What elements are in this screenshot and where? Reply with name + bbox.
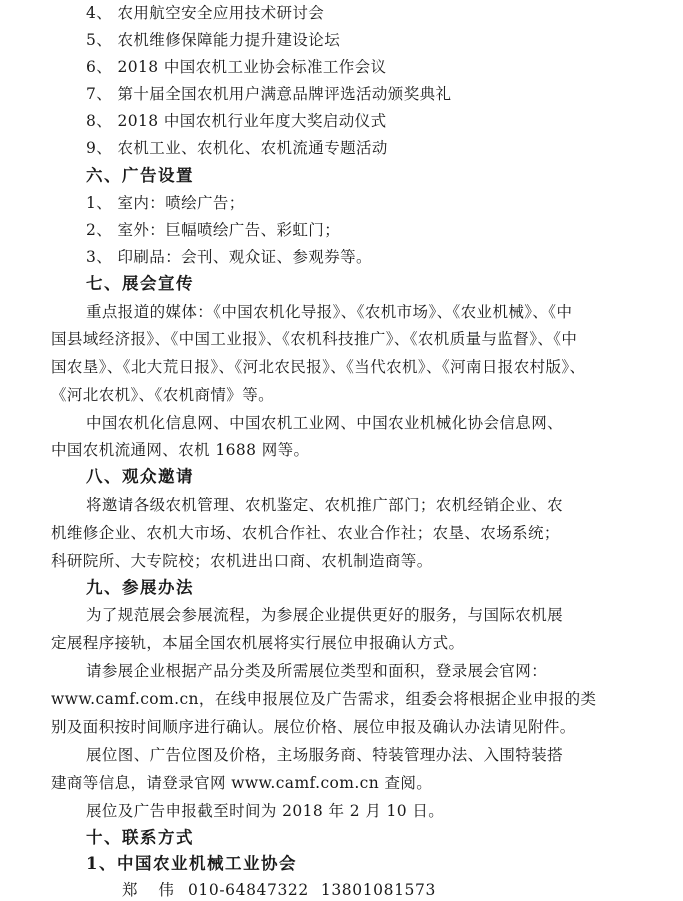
activity-item: 9、 农机工业、农机化、农机流通专题活动	[86, 139, 388, 157]
activity-item: 4、 农用航空安全应用技术研讨会	[86, 4, 325, 22]
media-line: 重点报道的媒体：《中国农机化导报》、《农机市场》、《农业机械》、《中	[86, 303, 573, 321]
section-heading-promotion: 七、展会宣传	[86, 274, 194, 293]
media-line: 《河北农机》、《农机商情》等。	[51, 386, 275, 404]
contact-name: 郑 伟	[122, 881, 182, 899]
audience-line: 将邀请各级农机管理、农机鉴定、农机推广部门；农机经销企业、农	[86, 496, 564, 514]
participation-line: 别及面积按时间顺序进行确认。展位价格、展位申报及确认办法请见附件。	[51, 718, 576, 736]
deadline-line: 展位及广告申报截至时间为 2018 年 2 月 10 日。	[86, 802, 445, 820]
activity-item: 7、 第十届全国农机用户满意品牌评选活动颁奖典礼	[86, 85, 452, 103]
audience-line: 机维修企业、农机大市场、农机合作社、农业合作社；农垦、农场系统；	[51, 524, 560, 542]
media-line: 国农垦》、《北大荒日报》、《河北农民报》、《当代农机》、《河南日报农村版》、	[51, 358, 586, 376]
web-line: 中国农机化信息网、中国农机工业网、中国农业机械化协会信息网、	[86, 414, 564, 432]
section-heading-ads: 六、广告设置	[86, 166, 194, 185]
participation-line: 请参展企业根据产品分类及所需展位类型和面积，登录展会官网：	[86, 662, 548, 680]
contact-org: 1、中国农业机械工业协会	[86, 854, 297, 873]
participation-line: 为了规范展会参展流程，为参展企业提供更好的服务，与国际农机展	[86, 606, 564, 624]
activity-item: 8、 2018 中国农机行业年度大奖启动仪式	[86, 112, 387, 130]
web-line: 中国农机流通网、农机 1688 网等。	[51, 441, 310, 459]
ad-item: 3、 印刷品：会刊、观众证、参观券等。	[86, 248, 372, 266]
ad-item: 2、 室外：巨幅喷绘广告、彩虹门；	[86, 221, 341, 239]
section-heading-contact: 十、联系方式	[86, 828, 194, 847]
media-line: 国县域经济报》、《中国工业报》、《农机科技推广》、《农机质量与监督》、《中	[51, 330, 578, 348]
contact-phone: 010-64847322	[187, 881, 309, 899]
participation-line: 建商等信息，请登录官网 www.camf.com.cn 查阅。	[51, 774, 433, 792]
participation-line: 定展程序接轨，本届全国农机展将实行展位申报确认方式。	[51, 634, 465, 652]
participation-line: 展位图、广告位图及价格，主场服务商、特装管理办法、入围特装搭	[86, 746, 564, 764]
activity-item: 5、 农机维修保障能力提升建设论坛	[86, 31, 341, 49]
activity-item: 6、 2018 中国农机工业协会标准工作会议	[86, 58, 387, 76]
participation-line: www.camf.com.cn，在线申报展位及广告需求，组委会将根据企业申报的类	[51, 690, 597, 708]
ad-item: 1、 室内：喷绘广告；	[86, 194, 245, 212]
contact-mobile: 13801081573	[320, 881, 436, 899]
audience-line: 科研院所、大专院校；农机进出口商、农机制造商等。	[51, 552, 433, 570]
section-heading-participation: 九、参展办法	[86, 578, 194, 597]
section-heading-audience: 八、观众邀请	[86, 467, 194, 486]
contact-person-line	[122, 879, 436, 901]
